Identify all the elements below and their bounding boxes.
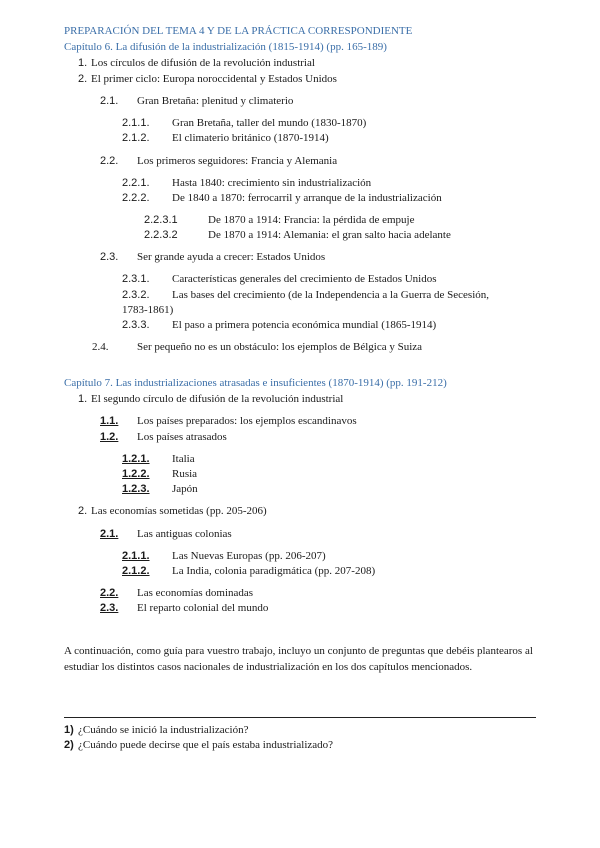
outline-number: 1.	[78, 393, 88, 405]
outline-item: Los países preparados: los ejemplos escandinavos	[137, 415, 357, 427]
outline-item: Los primeros seguidores: Francia y Alemania	[137, 155, 338, 167]
outline-item: De 1840 a 1870: ferrocarril y arranque de la industrialización	[172, 192, 442, 204]
outline-item: El climaterio británico (1870-1914)	[172, 132, 329, 144]
outline-number: 2.1.2.	[122, 132, 150, 144]
outline-number: 2.2.2.	[122, 192, 150, 204]
outline-number: 1.2.	[100, 431, 119, 443]
outline-number: 1.2.3.	[122, 483, 150, 495]
outline-number: 2.1.	[100, 528, 119, 540]
outline-item: Las economías sometidas (pp. 205-206)	[91, 505, 267, 517]
outline-number: 1.	[78, 57, 88, 69]
intro-paragraph: A continuación, como guía para vuestro trabajo, incluyo un conjunto de preguntas que debéis plantearos al estudiar los distintos casos nacionales de industrialización en los dos capítulos mencionados.	[64, 645, 533, 673]
outline-number: 2.3.2.	[122, 289, 150, 301]
outline-item: Los países atrasados	[137, 431, 227, 443]
outline-number: 2.1.1.	[122, 117, 150, 129]
question-number: 2)	[64, 739, 74, 751]
outline-item: Características generales del crecimiento de Estados Unidos	[172, 273, 437, 285]
outline-item: El paso a primera potencia económica mundial (1865-1914)	[172, 319, 437, 331]
outline-item: De 1870 a 1914: Alemania: el gran salto hacia adelante	[208, 229, 451, 241]
outline-number: 1.1.	[100, 415, 119, 427]
outline-number: 2.	[78, 73, 88, 85]
question-text: ¿Cuándo puede decirse que el país estaba industrializado?	[78, 739, 334, 751]
outline-item: Las bases del crecimiento (de la Independencia a la Guerra de Secesión,	[172, 289, 490, 301]
outline-number: 2.1.2.	[122, 565, 150, 577]
chapter-6-heading: Capítulo 6. La difusión de la industrialización (1815-1914) (pp. 165-189)	[64, 41, 387, 53]
outline-number: 1.2.2.	[122, 468, 150, 480]
outline-item: Italia	[172, 453, 195, 465]
question-number: 1)	[64, 724, 74, 736]
outline-item: El reparto colonial del mundo	[137, 602, 269, 614]
outline-item: De 1870 a 1914: Francia: la pérdida de empuje	[208, 214, 415, 226]
outline-number: 2.2.3.1	[144, 214, 178, 226]
outline-item: Japón	[172, 483, 198, 495]
outline-number: 2.3.1.	[122, 273, 150, 285]
chapter-7-heading: Capítulo 7. Las industrializaciones atrasadas e insuficientes (1870-1914) (pp. 191-212)	[64, 377, 447, 389]
outline-item: Las Nuevas Europas (pp. 206-207)	[172, 550, 326, 562]
outline-number: 2.	[78, 505, 88, 517]
outline-item: El primer ciclo: Europa noroccidental y Estados Unidos	[91, 73, 337, 85]
outline-item: Hasta 1840: crecimiento sin industrialización	[172, 177, 372, 189]
outline-number: 2.2.	[100, 155, 119, 167]
outline-number: 2.3.3.	[122, 319, 150, 331]
outline-item: Gran Bretaña, taller del mundo (1830-1870)	[172, 117, 367, 129]
outline-item: La India, colonia paradigmática (pp. 207-208)	[172, 565, 376, 577]
outline-item: Ser grande ayuda a crecer: Estados Unidos	[137, 251, 326, 263]
outline-number: 2.2.1.	[122, 177, 150, 189]
outline-number: 2.1.	[100, 95, 119, 107]
outline-number: 2.2.3.2	[144, 229, 178, 241]
outline-number: 2.2.	[100, 587, 119, 599]
outline-item-continuation: 1783-1861)	[122, 304, 174, 316]
outline-number: 2.1.1.	[122, 550, 150, 562]
outline-number: 2.3.	[100, 602, 119, 614]
outline-number: 2.3.	[100, 251, 119, 263]
outline-item: Ser pequeño no es un obstáculo: los ejemplos de Bélgica y Suiza	[137, 341, 423, 353]
question-text: ¿Cuándo se inició la industrialización?	[78, 724, 249, 736]
outline-item: Las antiguas colonias	[137, 528, 232, 540]
outline-item: Las economías dominadas	[137, 587, 254, 599]
outline-item: Los círculos de difusión de la revolución industrial	[91, 57, 315, 69]
outline-number: 2.4.	[92, 341, 109, 353]
page-title: PREPARACIÓN DEL TEMA 4 Y DE LA PRÁCTICA CORRESPONDIENTE	[64, 25, 413, 37]
outline-item: Gran Bretaña: plenitud y climaterio	[137, 95, 294, 107]
outline-item: El segundo círculo de difusión de la revolución industrial	[91, 393, 344, 405]
outline-item: Rusia	[172, 468, 198, 480]
divider	[64, 717, 536, 718]
outline-number: 1.2.1.	[122, 453, 150, 465]
